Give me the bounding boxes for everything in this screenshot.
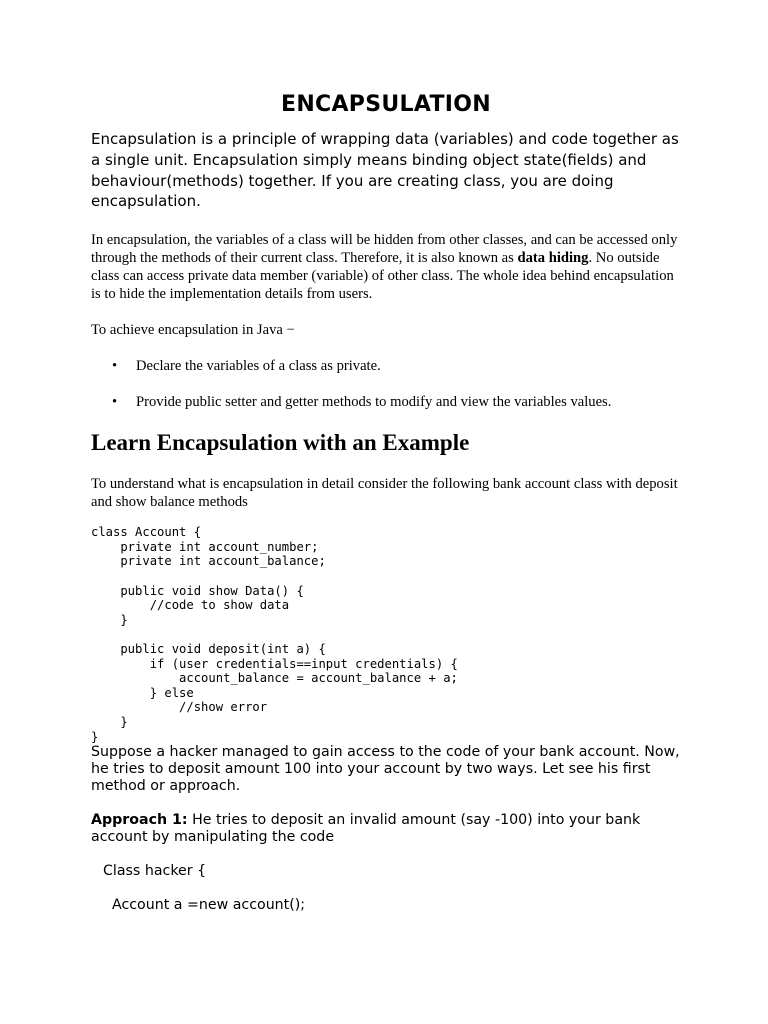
data-hiding-text-before: In encapsulation, the variables of a class will be hidden from other classes, and can be accessed only through the methods of their current class. Therefore, it is also known as (91, 232, 678, 267)
bullet-icon: • (112, 394, 118, 411)
approach-1-text: He tries to deposit an invalid amount (say -100) into your bank account by manipulating the code (91, 812, 641, 846)
data-hiding-paragraph (91, 231, 681, 303)
list-item (91, 393, 681, 411)
hacker-class-line: Class hacker { (103, 863, 207, 880)
list-item (91, 357, 681, 375)
list-item-text: Declare the variables of a class as private. (136, 358, 381, 375)
account-instantiation-line: Account a =new account(); (112, 897, 306, 914)
example-heading: Learn Encapsulation with an Example (91, 430, 470, 456)
hacker-paragraph: Suppose a hacker managed to gain access to the code of your bank account. Now, he tries to deposit amount 100 into your account by two ways. Let see his first method or approach. (91, 744, 680, 795)
document-title: ENCAPSULATION (281, 92, 491, 117)
data-hiding-text-after: . No outside class can access private data member (variable) of other class. The whole idea behind encapsulation is to hide the implementation details from users. (91, 250, 674, 303)
bullet-icon: • (112, 358, 118, 375)
approach-1-label: Approach 1: (91, 812, 188, 829)
intro-paragraph: Encapsulation is a principle of wrapping data (variables) and code together as a single unit. Encapsulation simply means binding object state(fields) and behaviour(methods) together. If you are creating class, you are doing encapsulation. (91, 130, 679, 211)
list-item-text: Provide public setter and getter methods to modify and view the variables values. (136, 394, 612, 411)
data-hiding-term: data hiding (517, 250, 589, 267)
encapsulation-steps-list (91, 357, 681, 411)
document-page (91, 92, 681, 931)
example-intro-paragraph: To understand what is encapsulation in detail consider the following bank account class with deposit and show balance methods (91, 476, 678, 511)
achieve-encapsulation-line: To achieve encapsulation in Java − (91, 322, 295, 339)
approach-1-paragraph (91, 812, 681, 846)
account-class-code: class Account { private int account_number; private int account_balance; public void show Data() { //code to show data } public void deposit(int a) { if (user credentials==input credentials) { account_balance = account_balance + a; } else //show error } } (91, 525, 458, 744)
